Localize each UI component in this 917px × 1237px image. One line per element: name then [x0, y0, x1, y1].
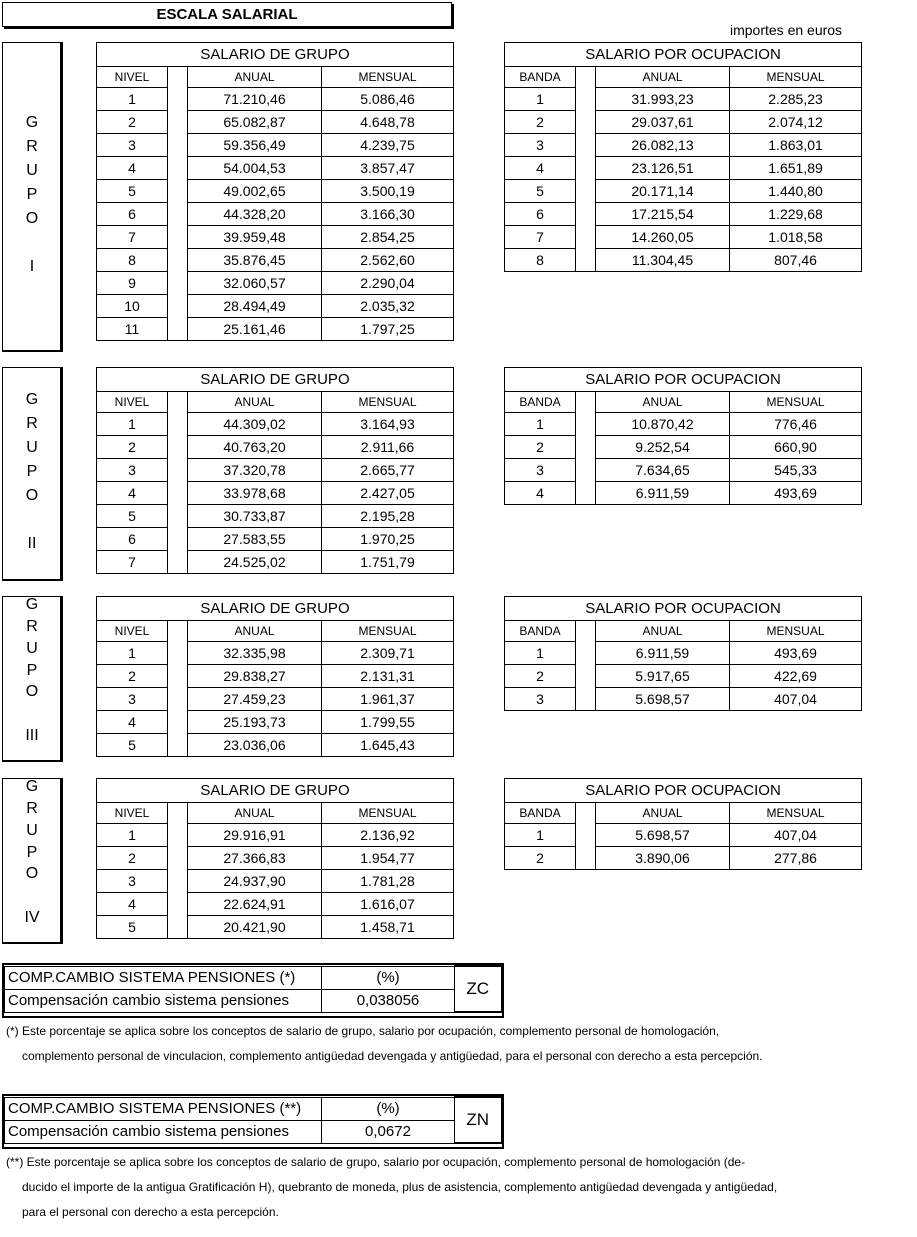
nivel-cell: 9 — [97, 272, 168, 295]
table-row — [97, 482, 454, 505]
mensual-cell: 1.229,68 — [730, 203, 862, 226]
table-row — [505, 847, 862, 870]
group-letter: O — [25, 487, 39, 504]
spacer-cell — [576, 67, 596, 272]
table-row — [505, 88, 862, 111]
anual-cell: 31.993,23 — [596, 88, 730, 111]
table-row — [97, 711, 454, 734]
anual-cell: 6.911,59 — [596, 642, 730, 665]
table-row — [97, 551, 454, 574]
salario-ocupacion-table — [504, 778, 862, 870]
anual-cell: 65.082,87 — [188, 111, 322, 134]
comp2-header-label: COMP.CAMBIO SISTEMA PENSIONES (**) — [5, 1097, 322, 1120]
group-letter: O — [25, 683, 39, 701]
col-header-mensual: MENSUAL — [322, 803, 454, 824]
anual-cell: 23.036,06 — [188, 734, 322, 757]
comp1-note-line2: complemento personal de vinculacion, complemento antigüedad devengada y antigüedad, para el personal con derecho a esta percepción. — [22, 1049, 763, 1063]
comp2-header-pct: (%) — [322, 1097, 455, 1120]
table-row — [97, 413, 454, 436]
banda-cell: 1 — [505, 413, 576, 436]
table-row — [505, 111, 862, 134]
table-row — [505, 157, 862, 180]
mensual-cell: 407,04 — [730, 824, 862, 847]
table-row — [97, 180, 454, 203]
banda-cell: 1 — [505, 642, 576, 665]
salario-ocupacion-table — [504, 367, 862, 505]
mensual-cell: 1.970,25 — [322, 528, 454, 551]
table-row — [505, 824, 862, 847]
anual-cell: 29.838,27 — [188, 665, 322, 688]
anual-cell: 6.911,59 — [596, 482, 730, 505]
anual-cell: 71.210,46 — [188, 88, 322, 111]
anual-cell: 11.304,45 — [596, 249, 730, 272]
mensual-cell: 2.290,04 — [322, 272, 454, 295]
mensual-cell: 1.863,01 — [730, 134, 862, 157]
table-row — [97, 893, 454, 916]
nivel-cell: 10 — [97, 295, 168, 318]
group-letter: U — [26, 821, 38, 839]
col-header-anual: ANUAL — [596, 392, 730, 413]
table-row — [97, 528, 454, 551]
col-header-banda: BANDA — [505, 392, 576, 413]
anual-cell: 44.309,02 — [188, 413, 322, 436]
col-header-anual: ANUAL — [596, 803, 730, 824]
anual-cell: 29.916,91 — [188, 824, 322, 847]
banda-cell: 2 — [505, 111, 576, 134]
group-letter: R — [26, 617, 38, 635]
mensual-cell: 3.500,19 — [322, 180, 454, 203]
mensual-cell: 545,33 — [730, 459, 862, 482]
group-letter: R — [26, 415, 38, 432]
table-row — [505, 134, 862, 157]
anual-cell: 10.870,42 — [596, 413, 730, 436]
banda-cell: 4 — [505, 482, 576, 505]
table-row — [505, 249, 862, 272]
table-row — [97, 870, 454, 893]
salario-ocupacion-table — [504, 42, 862, 272]
banda-cell: 5 — [505, 180, 576, 203]
spacer-cell — [576, 392, 596, 505]
banda-cell: 1 — [505, 88, 576, 111]
col-header-nivel: NIVEL — [97, 392, 168, 413]
col-header-mensual: MENSUAL — [730, 67, 862, 88]
banda-cell: 3 — [505, 688, 576, 711]
anual-cell: 9.252,54 — [596, 436, 730, 459]
mensual-cell: 422,69 — [730, 665, 862, 688]
mensual-cell: 277,86 — [730, 847, 862, 870]
spacer-cell — [168, 621, 188, 757]
table-row — [97, 824, 454, 847]
group-letter: O — [25, 865, 39, 883]
mensual-cell: 2.854,25 — [322, 226, 454, 249]
group-letter: III — [25, 727, 39, 745]
group-letter: P — [26, 463, 38, 480]
anual-cell: 29.037,61 — [596, 111, 730, 134]
anual-cell: 33.978,68 — [188, 482, 322, 505]
spacer-cell — [576, 803, 596, 870]
comp1-header-label: COMP.CAMBIO SISTEMA PENSIONES (*) — [5, 966, 322, 989]
table-row — [97, 249, 454, 272]
table-row — [505, 436, 862, 459]
nivel-cell: 1 — [97, 413, 168, 436]
anual-cell: 54.004,53 — [188, 157, 322, 180]
table-caption-grupo: SALARIO DE GRUPO — [97, 597, 454, 621]
table-row — [505, 688, 862, 711]
table-row — [505, 203, 862, 226]
group-letter: G — [25, 596, 39, 613]
comp2-row-label: Compensación cambio sistema pensiones — [5, 1120, 322, 1143]
table-row — [97, 134, 454, 157]
mensual-cell: 1.616,07 — [322, 893, 454, 916]
mensual-cell: 1.751,79 — [322, 551, 454, 574]
nivel-cell: 2 — [97, 111, 168, 134]
comp1-header-pct: (%) — [322, 966, 455, 989]
nivel-cell: 11 — [97, 318, 168, 341]
anual-cell: 59.356,49 — [188, 134, 322, 157]
mensual-cell: 1.440,80 — [730, 180, 862, 203]
col-header-banda: BANDA — [505, 621, 576, 642]
mensual-cell: 4.648,78 — [322, 111, 454, 134]
table-caption-grupo: SALARIO DE GRUPO — [97, 43, 454, 67]
mensual-cell: 3.857,47 — [322, 157, 454, 180]
banda-cell: 3 — [505, 134, 576, 157]
col-header-anual: ANUAL — [596, 621, 730, 642]
nivel-cell: 1 — [97, 88, 168, 111]
table-row — [97, 295, 454, 318]
nivel-cell: 5 — [97, 180, 168, 203]
anual-cell: 26.082,13 — [596, 134, 730, 157]
col-header-mensual: MENSUAL — [322, 621, 454, 642]
nivel-cell: 5 — [97, 505, 168, 528]
comp2-row-value: 0,0672 — [322, 1120, 455, 1143]
salario-grupo-table — [96, 367, 454, 574]
mensual-cell: 2.074,12 — [730, 111, 862, 134]
table-caption-ocupacion: SALARIO POR OCUPACION — [505, 368, 862, 392]
table-row — [97, 318, 454, 341]
nivel-cell: 3 — [97, 870, 168, 893]
salario-ocupacion-table — [504, 596, 862, 711]
banda-cell: 3 — [505, 459, 576, 482]
spacer-cell — [168, 803, 188, 939]
nivel-cell: 6 — [97, 203, 168, 226]
table-row — [97, 203, 454, 226]
banda-cell: 7 — [505, 226, 576, 249]
mensual-cell: 1.799,55 — [322, 711, 454, 734]
pension-comp-table-2 — [2, 1094, 504, 1149]
table-row — [97, 665, 454, 688]
anual-cell: 24.937,90 — [188, 870, 322, 893]
anual-cell: 27.583,55 — [188, 528, 322, 551]
anual-cell: 3.890,06 — [596, 847, 730, 870]
col-header-anual: ANUAL — [188, 803, 322, 824]
mensual-cell: 1.781,28 — [322, 870, 454, 893]
table-row — [505, 665, 862, 688]
banda-cell: 1 — [505, 824, 576, 847]
banda-cell: 2 — [505, 847, 576, 870]
nivel-cell: 5 — [97, 734, 168, 757]
spacer-cell — [168, 67, 188, 341]
mensual-cell: 1.961,37 — [322, 688, 454, 711]
nivel-cell: 2 — [97, 665, 168, 688]
col-header-anual: ANUAL — [188, 621, 322, 642]
anual-cell: 27.459,23 — [188, 688, 322, 711]
comp2-note-line3: para el personal con derecho a esta percepción. — [22, 1205, 279, 1219]
comp1-note — [6, 1019, 763, 1069]
anual-cell: 44.328,20 — [188, 203, 322, 226]
mensual-cell: 660,90 — [730, 436, 862, 459]
units-note: importes en euros — [730, 22, 843, 38]
col-header-anual: ANUAL — [188, 67, 322, 88]
anual-cell: 35.876,45 — [188, 249, 322, 272]
nivel-cell: 3 — [97, 459, 168, 482]
comp1-code: ZC — [455, 966, 502, 1012]
col-header-anual: ANUAL — [596, 67, 730, 88]
col-header-mensual: MENSUAL — [730, 803, 862, 824]
table-row — [505, 459, 862, 482]
table-row — [97, 436, 454, 459]
nivel-cell: 4 — [97, 893, 168, 916]
anual-cell: 32.335,98 — [188, 642, 322, 665]
table-row — [97, 157, 454, 180]
comp1-row-value: 0,038056 — [322, 989, 455, 1012]
group-letter: U — [26, 639, 38, 657]
table-row — [97, 916, 454, 939]
group-letter: P — [26, 186, 38, 203]
nivel-cell: 1 — [97, 642, 168, 665]
table-row — [505, 482, 862, 505]
table-caption-ocupacion: SALARIO POR OCUPACION — [505, 779, 862, 803]
group-letter: II — [27, 535, 37, 552]
anual-cell: 28.494,49 — [188, 295, 322, 318]
mensual-cell: 407,04 — [730, 688, 862, 711]
nivel-cell: 1 — [97, 824, 168, 847]
anual-cell: 20.171,14 — [596, 180, 730, 203]
group-letter: U — [26, 439, 38, 456]
table-row — [505, 413, 862, 436]
banda-cell: 8 — [505, 249, 576, 272]
table-row — [97, 847, 454, 870]
mensual-cell: 1.797,25 — [322, 318, 454, 341]
mensual-cell: 807,46 — [730, 249, 862, 272]
col-header-nivel: NIVEL — [97, 67, 168, 88]
mensual-cell: 1.954,77 — [322, 847, 454, 870]
table-row — [97, 459, 454, 482]
table-row — [97, 272, 454, 295]
nivel-cell: 2 — [97, 436, 168, 459]
mensual-cell: 2.427,05 — [322, 482, 454, 505]
anual-cell: 25.193,73 — [188, 711, 322, 734]
mensual-cell: 2.665,77 — [322, 459, 454, 482]
table-caption-grupo: SALARIO DE GRUPO — [97, 368, 454, 392]
comp2-note-line1: (**) Este porcentaje se aplica sobre los conceptos de salario de grupo, salario por ocupación, complemento personal de homologación (de- — [6, 1155, 746, 1169]
mensual-cell: 2.911,66 — [322, 436, 454, 459]
anual-cell: 37.320,78 — [188, 459, 322, 482]
mensual-cell: 2.562,60 — [322, 249, 454, 272]
anual-cell: 17.215,54 — [596, 203, 730, 226]
nivel-cell: 3 — [97, 688, 168, 711]
group-letter: G — [25, 778, 39, 795]
nivel-cell: 8 — [97, 249, 168, 272]
mensual-cell: 2.131,31 — [322, 665, 454, 688]
anual-cell: 39.959,48 — [188, 226, 322, 249]
col-header-banda: BANDA — [505, 67, 576, 88]
comp2-note — [6, 1150, 777, 1225]
banda-cell: 6 — [505, 203, 576, 226]
group-letter: IV — [24, 909, 40, 927]
mensual-cell: 3.164,93 — [322, 413, 454, 436]
mensual-cell: 493,69 — [730, 642, 862, 665]
nivel-cell: 5 — [97, 916, 168, 939]
anual-cell: 32.060,57 — [188, 272, 322, 295]
anual-cell: 27.366,83 — [188, 847, 322, 870]
mensual-cell: 1.651,89 — [730, 157, 862, 180]
anual-cell: 25.161,46 — [188, 318, 322, 341]
mensual-cell: 3.166,30 — [322, 203, 454, 226]
spacer-cell — [576, 621, 596, 711]
anual-cell: 49.002,65 — [188, 180, 322, 203]
page-title: ESCALA SALARIAL — [2, 2, 452, 27]
anual-cell: 5.917,65 — [596, 665, 730, 688]
banda-cell: 4 — [505, 157, 576, 180]
nivel-cell: 4 — [97, 157, 168, 180]
table-row — [97, 505, 454, 528]
group-letter: I — [29, 258, 35, 275]
table-row — [97, 88, 454, 111]
col-header-mensual: MENSUAL — [322, 392, 454, 413]
nivel-cell: 3 — [97, 134, 168, 157]
table-row — [505, 180, 862, 203]
group-letter: G — [25, 114, 39, 131]
group-letter: P — [26, 661, 38, 679]
col-header-nivel: NIVEL — [97, 621, 168, 642]
anual-cell: 20.421,90 — [188, 916, 322, 939]
comp1-row-label: Compensación cambio sistema pensiones — [5, 989, 322, 1012]
table-row — [97, 111, 454, 134]
mensual-cell: 2.195,28 — [322, 505, 454, 528]
nivel-cell: 4 — [97, 482, 168, 505]
group-letter: P — [26, 843, 38, 861]
group-letter: R — [26, 799, 38, 817]
table-row — [97, 642, 454, 665]
col-header-mensual: MENSUAL — [322, 67, 454, 88]
anual-cell: 23.126,51 — [596, 157, 730, 180]
comp2-note-line2: ducido el importe de la antigua Gratificación H), quebranto de moneda, plus de asistencia, complemento antigüedad devengada y antigüedad, — [22, 1180, 778, 1194]
banda-cell: 2 — [505, 436, 576, 459]
salario-grupo-table — [96, 42, 454, 341]
mensual-cell: 2.136,92 — [322, 824, 454, 847]
mensual-cell: 4.239,75 — [322, 134, 454, 157]
nivel-cell: 2 — [97, 847, 168, 870]
mensual-cell: 1.018,58 — [730, 226, 862, 249]
nivel-cell: 7 — [97, 551, 168, 574]
table-row — [505, 226, 862, 249]
group-letter: O — [25, 210, 39, 227]
spacer-cell — [168, 392, 188, 574]
col-header-banda: BANDA — [505, 803, 576, 824]
anual-cell: 24.525,02 — [188, 551, 322, 574]
mensual-cell: 2.035,32 — [322, 295, 454, 318]
table-row — [505, 642, 862, 665]
anual-cell: 30.733,87 — [188, 505, 322, 528]
mensual-cell: 1.645,43 — [322, 734, 454, 757]
salario-grupo-table — [96, 596, 454, 757]
anual-cell: 5.698,57 — [596, 824, 730, 847]
table-row — [97, 688, 454, 711]
salario-grupo-table — [96, 778, 454, 939]
col-header-mensual: MENSUAL — [730, 392, 862, 413]
col-header-anual: ANUAL — [188, 392, 322, 413]
group-letter: R — [26, 138, 38, 155]
anual-cell: 5.698,57 — [596, 688, 730, 711]
comp1-note-line1: (*) Este porcentaje se aplica sobre los conceptos de salario de grupo, salario por ocupación, complemento personal de homologación, — [6, 1024, 720, 1038]
group-letter: U — [26, 162, 38, 179]
table-caption-ocupacion: SALARIO POR OCUPACION — [505, 43, 862, 67]
group-letter: G — [25, 391, 39, 408]
mensual-cell: 2.309,71 — [322, 642, 454, 665]
table-caption-grupo: SALARIO DE GRUPO — [97, 779, 454, 803]
mensual-cell: 776,46 — [730, 413, 862, 436]
anual-cell: 22.624,91 — [188, 893, 322, 916]
mensual-cell: 1.458,71 — [322, 916, 454, 939]
mensual-cell: 2.285,23 — [730, 88, 862, 111]
table-caption-ocupacion: SALARIO POR OCUPACION — [505, 597, 862, 621]
table-row — [97, 734, 454, 757]
nivel-cell: 7 — [97, 226, 168, 249]
anual-cell: 7.634,65 — [596, 459, 730, 482]
col-header-mensual: MENSUAL — [730, 621, 862, 642]
banda-cell: 2 — [505, 665, 576, 688]
pension-comp-table-1 — [2, 963, 504, 1018]
nivel-cell: 4 — [97, 711, 168, 734]
col-header-nivel: NIVEL — [97, 803, 168, 824]
mensual-cell: 5.086,46 — [322, 88, 454, 111]
mensual-cell: 493,69 — [730, 482, 862, 505]
anual-cell: 14.260,05 — [596, 226, 730, 249]
nivel-cell: 6 — [97, 528, 168, 551]
comp2-code: ZN — [455, 1097, 502, 1143]
anual-cell: 40.763,20 — [188, 436, 322, 459]
table-row — [97, 226, 454, 249]
